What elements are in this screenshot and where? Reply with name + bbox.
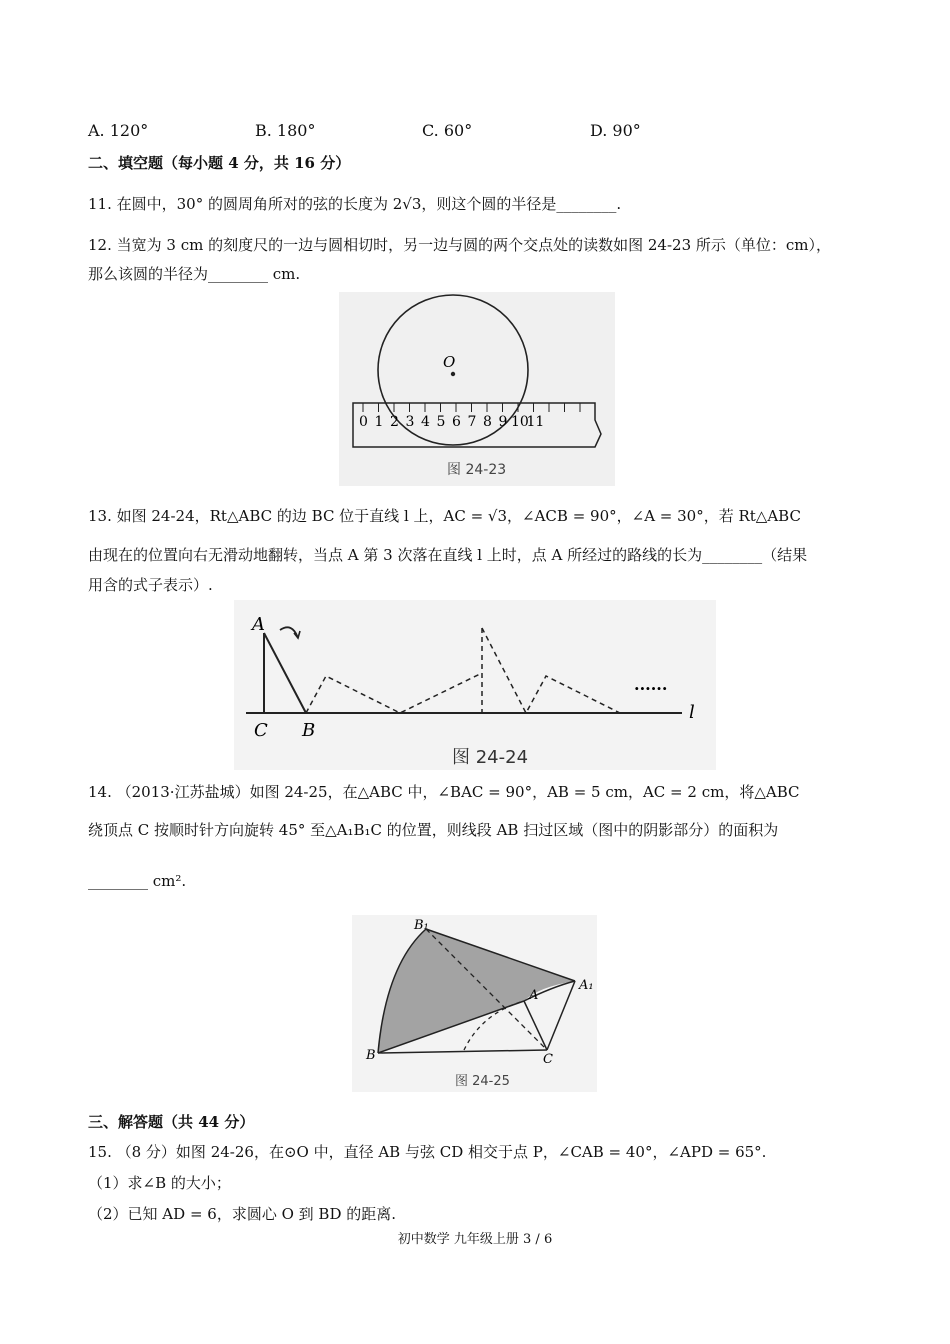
center-dot: [451, 372, 455, 376]
ruler-number: 0: [359, 414, 368, 430]
question-14-line2: 绕顶点 C 按顺时针方向旋转 45° 至△A₁B₁C 的位置，则线段 AB 扫过区域（图中的阴影部分）的面积为: [88, 821, 779, 839]
label-c: C: [254, 720, 268, 741]
center-label: O: [443, 353, 456, 371]
figure-24-24: [234, 600, 716, 770]
ruler-number: 8: [483, 414, 492, 430]
label-a: A: [252, 614, 265, 635]
page-footer: 初中数学 九年级上册 3 / 6: [397, 1232, 553, 1247]
figure-caption: 图 24-25: [455, 1074, 510, 1089]
question-15-part1: （1）求∠B 的大小；: [88, 1174, 231, 1192]
label-a1: A₁: [579, 978, 594, 993]
option-a: A. 120°: [88, 121, 149, 140]
ruler-number: 6: [452, 414, 461, 430]
ruler-number: 7: [467, 414, 477, 430]
question-13-line2: 由现在的位置向右无滑动地翻转，当点 A 第 3 次落在直线 l 上时，点 A 所经过的路线的长为________（结果: [88, 546, 808, 564]
question-15-part2: （2）已知 AD = 6，求圆心 O 到 BD 的距离.: [88, 1205, 397, 1223]
label-b: B: [302, 720, 316, 741]
ruler-number: 4: [421, 414, 430, 430]
ruler-number: 11: [526, 414, 545, 430]
section2-heading: 二、填空题（每小题 4 分，共 16 分）: [88, 154, 351, 172]
ruler-number: 1: [374, 414, 384, 430]
label-c: C: [543, 1052, 553, 1067]
label-b1: B₁: [414, 918, 429, 933]
figure-caption: 图 24-24: [452, 747, 529, 768]
question-13-line3: 用含的式子表示）.: [88, 576, 213, 594]
ruler-number: 2: [390, 414, 399, 430]
question-14-line1: 14. （2013·江苏盐城）如图 24-25，在△ABC 中，∠BAC = 90°，AB = 5 cm，AC = 2 cm，将△ABC: [88, 783, 800, 801]
figure-24-23: [339, 292, 615, 486]
question-13-line1: 13. 如图 24-24，Rt△ABC 的边 BC 位于直线 l 上，AC = √3，∠ACB = 90°，∠A = 30°，若 Rt△ABC: [88, 507, 801, 525]
label-l: l: [689, 702, 695, 723]
option-d: D. 90°: [590, 121, 641, 140]
option-c: C. 60°: [422, 121, 473, 140]
label-b: B: [366, 1048, 376, 1063]
question-14-line3: ________ cm².: [88, 872, 187, 890]
ruler-number: 5: [436, 414, 446, 430]
continuation-dots: ......: [634, 675, 668, 694]
ruler-number: 10: [511, 414, 529, 430]
figure-24-25: [352, 915, 597, 1092]
question-15-line1: 15. （8 分）如图 24-26，在⊙O 中，直径 AB 与弦 CD 相交于点 P，∠CAB = 40°，∠APD = 65°.: [88, 1143, 767, 1161]
section3-heading: 三、解答题（共 44 分）: [88, 1113, 255, 1131]
option-b: B. 180°: [255, 121, 316, 140]
figure-caption: 图 24-23: [447, 462, 507, 478]
question-12-line2: 那么该圆的半径为________ cm.: [88, 265, 301, 283]
question-11: 11. 在圆中，30° 的圆周角所对的弦的长度为 2√3，则这个圆的半径是________.: [88, 195, 622, 213]
question-12-line1: 12. 当宽为 3 cm 的刻度尺的一边与圆相切时，另一边与圆的两个交点处的读数如图 24-23 所示（单位：cm），: [88, 236, 832, 254]
ruler-number: 3: [405, 414, 415, 430]
label-a: A: [529, 988, 539, 1003]
ruler-number: 9: [498, 414, 508, 430]
